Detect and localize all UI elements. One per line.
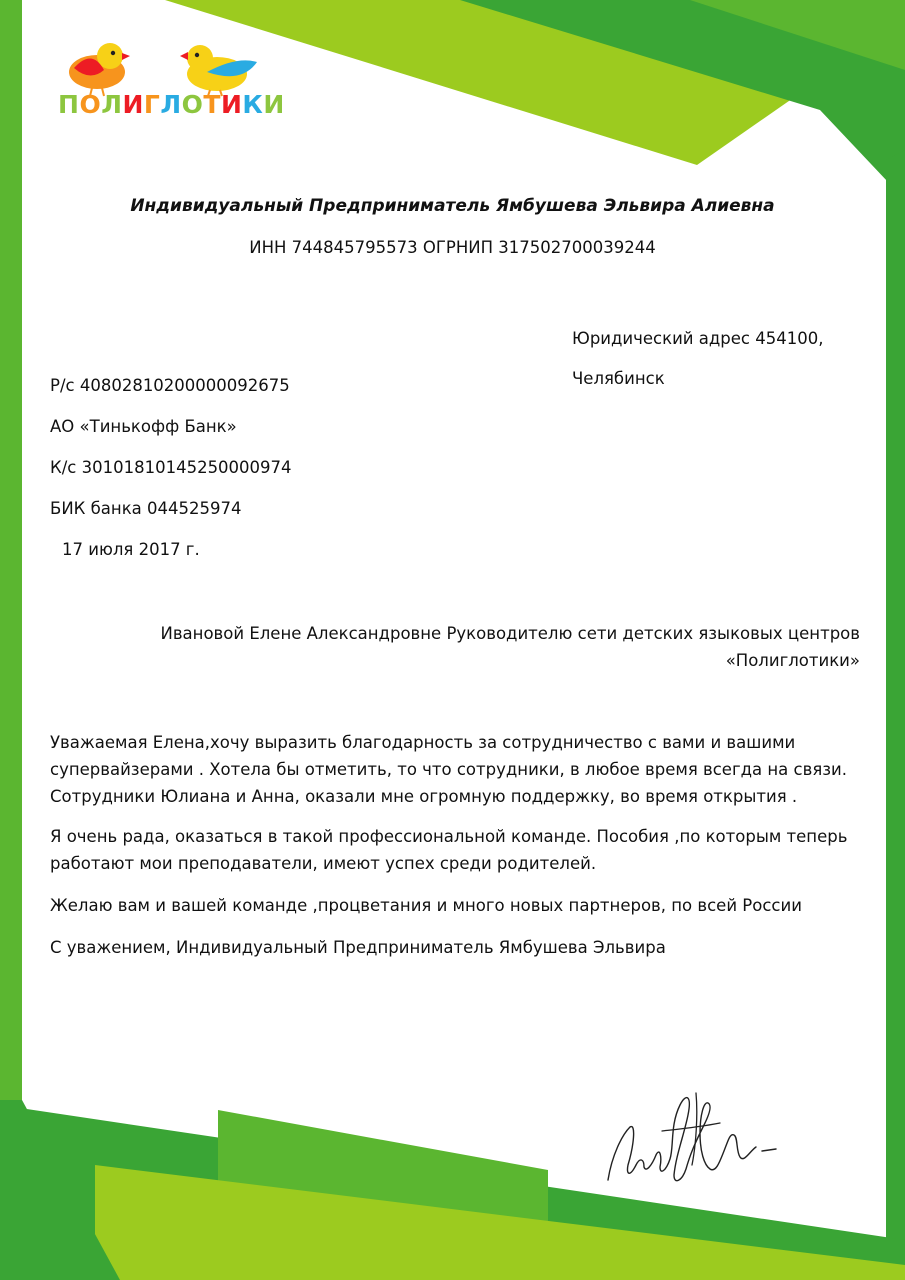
logo-letter: К [242,90,264,119]
body-paragraph-2-line-1: Я очень рада, оказаться в такой профессиональной команде. Пособия ,по которым теперь [50,827,848,846]
bank-account: Р/с 40802810200000092675 [50,376,290,395]
left-edge-stripe [0,0,22,1280]
recipient-line1: Ивановой Елене Александровне Руководителю сети детских языковых центров [160,624,860,643]
legal-address-line1: Юридический адрес 454100, [572,329,824,348]
handwritten-signature [600,1085,785,1195]
body-paragraph-1-line-1: Уважаемая Елена,хочу выразить благодарность за сотрудничество с вами и вашими [50,733,796,752]
recipient-line2: «Полиглотики» [725,651,860,670]
right-edge-stripe [886,150,905,1280]
logo-letter: И [263,90,285,119]
body-paragraph-1-line-3: Сотрудники Юлиана и Анна, оказали мне огромную поддержку, во время открытия . [50,787,798,806]
body-paragraph-1-line-2: супервайзерами . Хотела бы отметить, то что сотрудники, в любое время всегда на связи. [50,760,847,779]
entrepreneur-title: Индивидуальный Предприниматель Ямбушева Эльвира Алиевна [130,196,775,216]
letter-date: 17 июля 2017 г. [62,540,200,559]
logo-letter: П [58,90,80,119]
logo-letter: О [181,90,204,119]
body-paragraph-2-line-2: работают мои преподаватели, имеют успех среди родителей. [50,854,597,873]
logo-letter: Г [143,90,161,119]
correspondent-account: К/с 30101810145250000974 [50,458,292,477]
logo-letter: Т [203,90,221,119]
legal-address-line2: Челябинск [572,369,665,388]
orange-bird-icon [69,43,130,96]
tax-ids: ИНН 744845795573 ОГРНИП 317502700039244 [249,238,656,257]
logo-letter: О [79,90,102,119]
body-paragraph-3: Желаю вам и вашей команде ,процветания и много новых партнеров, по всей России [50,896,802,915]
closing-line: С уважением, Индивидуальный Предприниматель Ямбушева Эльвира [50,938,666,957]
logo-letter: Л [160,90,182,119]
bank-bik: БИК банка 044525974 [50,499,242,518]
logo-letter: И [220,90,243,119]
logo-letter: И [122,90,144,119]
blue-bird-icon [180,45,257,96]
logo-letter: Л [101,90,123,119]
logo-birds [52,38,262,98]
bank-name: АО «Тинькофф Банк» [50,417,237,436]
logo-wordmark [58,90,285,119]
